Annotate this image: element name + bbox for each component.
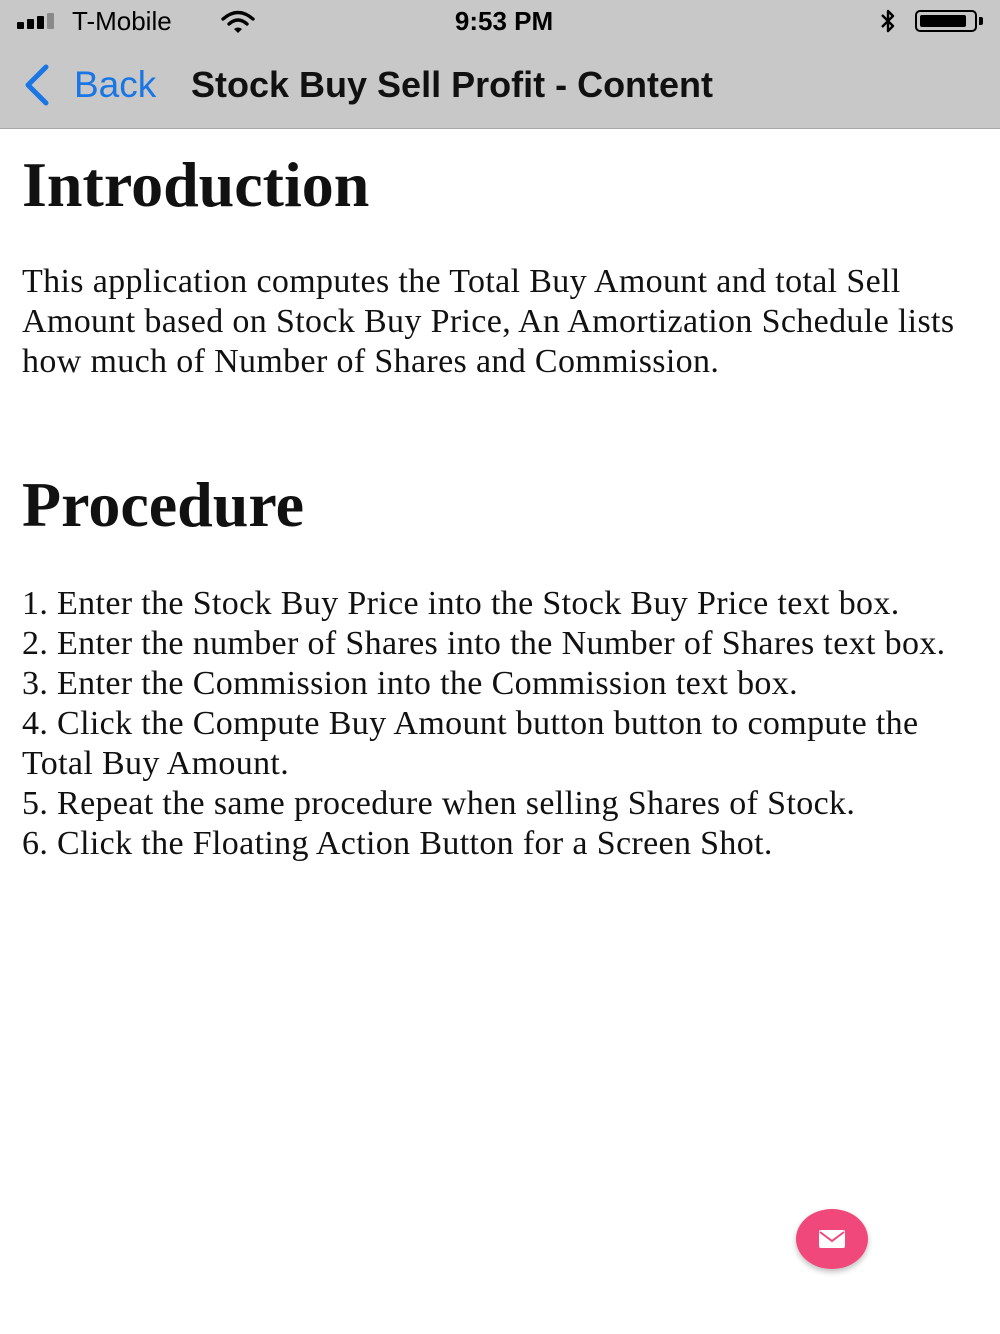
procedure-step: 4. Click the Compute Buy Amount button button to compute the Total Buy Amount. (22, 705, 919, 782)
procedure-step: 3. Enter the Commission into the Commission text box. (22, 665, 798, 702)
procedure-step: 5. Repeat the same procedure when selling Shares of Stock. (22, 785, 856, 822)
procedure-step: 6. Click the Floating Action Button for a Screen Shot. (22, 825, 773, 862)
back-button[interactable] (20, 62, 180, 108)
page-title: Stock Buy Sell Profit - Content (191, 64, 714, 105)
carrier-label: T-Mobile (72, 6, 172, 36)
procedure-heading: Procedure (22, 469, 304, 540)
battery-icon (915, 10, 977, 32)
status-time: 9:53 PM (454, 6, 554, 36)
introduction-text: This application computes the Total Buy Amount and total Sell Amount based on Stock Buy Price, An Amortization Schedule lists how much of Number of Shares and Commission. (22, 263, 955, 380)
back-label: Back (74, 64, 157, 105)
status-bar (0, 0, 1000, 42)
procedure-step: 1. Enter the Stock Buy Price into the Stock Buy Price text box. (22, 585, 900, 622)
mail-icon (818, 1229, 846, 1249)
chevron-left-icon (22, 64, 58, 106)
procedure-steps (22, 584, 982, 864)
floating-action-button[interactable] (796, 1209, 868, 1269)
navigation-bar (0, 42, 1000, 129)
battery-cap (979, 17, 983, 25)
introduction-heading: Introduction (22, 149, 370, 220)
bluetooth-icon (878, 8, 898, 34)
procedure-step: 2. Enter the number of Shares into the Number of Shares text box. (22, 625, 946, 662)
